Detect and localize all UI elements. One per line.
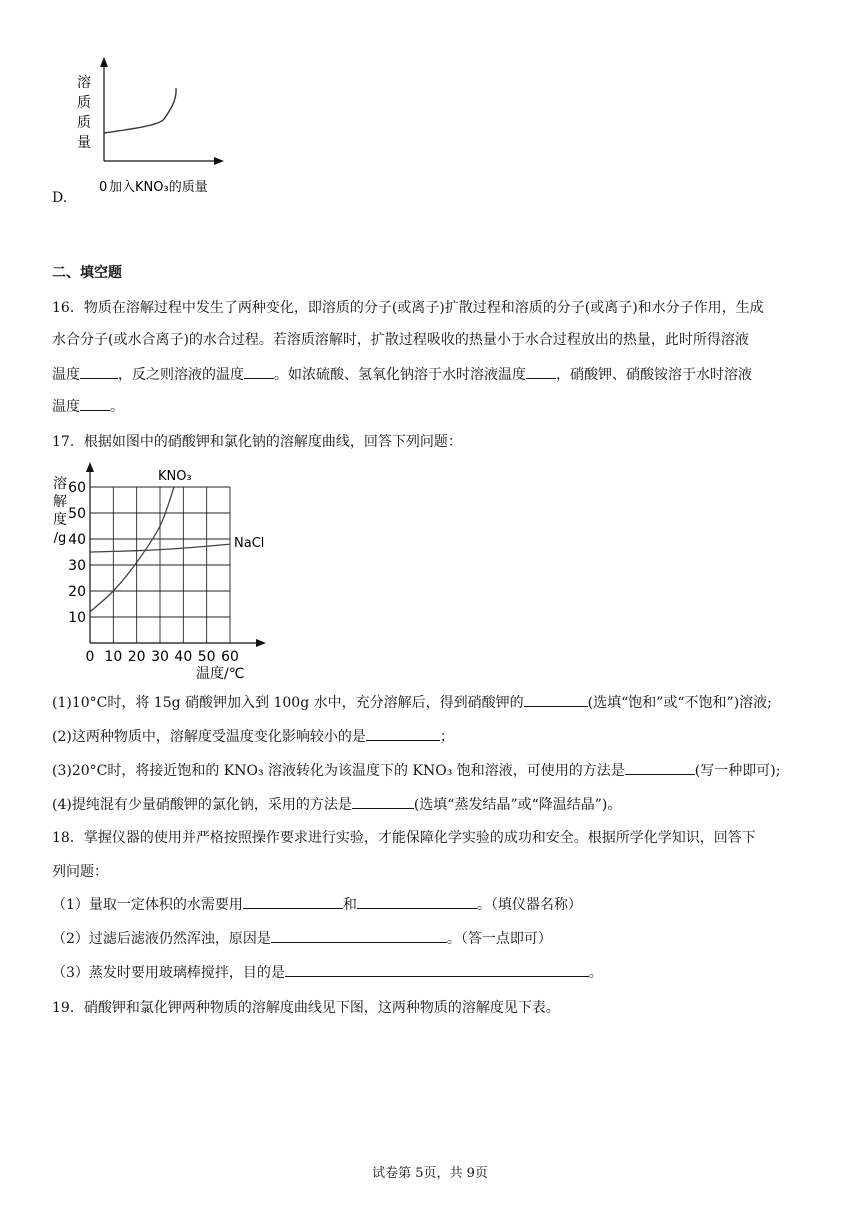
q17-blank-1[interactable] — [524, 692, 588, 707]
kno3-series-label: KNO₃ — [158, 469, 192, 484]
q17-blank-4[interactable] — [352, 794, 414, 809]
option-d-xlabel: 加入KNO₃的质量 — [109, 180, 208, 195]
option-d-ylabel-4: 量 — [77, 135, 91, 151]
option-d-ylabel-3: 质 — [77, 115, 91, 131]
q18-text: 。（答一点即可） — [446, 931, 552, 947]
q18-blank-2[interactable] — [357, 894, 477, 909]
q17-sub3 — [52, 760, 780, 781]
q18-text: 。 — [588, 965, 603, 981]
section-title: 二、填空题 — [52, 265, 122, 281]
q18-sub3 — [52, 962, 603, 983]
y-tick-label: 60 — [68, 480, 86, 496]
y-tick-labels — [68, 480, 86, 626]
option-d-origin: 0 — [99, 180, 108, 195]
q18-line2: 列问题： — [52, 864, 108, 880]
q16-text: 温度 — [52, 399, 80, 415]
chart-ylabel-2: 解 — [53, 494, 67, 510]
option-d-ylabel-1: 溶 — [77, 75, 91, 91]
x-tick-label: 30 — [151, 649, 169, 665]
q17-blank-3[interactable] — [625, 760, 695, 775]
q16-blank-3[interactable] — [526, 364, 556, 379]
q16-text: 。 — [110, 399, 124, 415]
q17-text: (选填“饱和”或“不饱和”)溶液; — [587, 695, 772, 711]
q18-blank-3[interactable] — [271, 928, 447, 943]
option-d-ylabel-2: 质 — [77, 95, 91, 111]
q18-text: （1）量取一定体积的水需要用 — [52, 897, 243, 913]
q17-sub1 — [52, 692, 772, 713]
q18-text: （2）过滤后滤液仍然浑浊，原因是 — [52, 931, 271, 947]
x-tick-label: 60 — [221, 649, 239, 665]
q18-blank-1[interactable] — [243, 894, 343, 909]
q18-text: 。（填仪器名称） — [476, 897, 582, 913]
q19-stem: 19．硝酸钾和氯化钾两种物质的溶解度曲线见下图，这两种物质的溶解度见下表。 — [52, 1000, 560, 1016]
q16-text: 温度 — [52, 367, 80, 383]
chart-xlabel: 温度/℃ — [196, 666, 245, 682]
q16-line2: 水合分子(或水合离子)的水合过程。若溶质溶解时，扩散过程吸收的热量小于水合过程放出的热量，此时所得溶液 — [52, 332, 749, 348]
q16-line4 — [52, 396, 124, 417]
q16-text: ，硝酸钾、硝酸铵溶于水时溶液 — [556, 367, 752, 383]
q18-sub1 — [52, 894, 582, 915]
x-tick-label: 20 — [127, 649, 146, 665]
q17-blank-2[interactable] — [366, 726, 440, 741]
option-d-x-arrow — [214, 157, 224, 165]
chart-grid — [90, 487, 230, 643]
q17-text: (1)10°C时，将 15g 硝酸钾加入到 100g 水中，充分溶解后，得到硝酸钾的 — [52, 695, 524, 711]
x-tick-label: 0 — [85, 649, 95, 665]
x-tick-label: 50 — [197, 649, 216, 665]
q18-sub2 — [52, 928, 552, 949]
q17-text: (3)20°C时，将接近饱和的 KNO₃ 溶液转化为该温度下的 KNO₃ 饱和溶液，可使用的方法是 — [52, 763, 625, 779]
y-tick-label: 10 — [68, 610, 86, 626]
x-tick-labels — [86, 649, 239, 665]
option-d-y-arrow — [100, 57, 108, 67]
q18-text: 和 — [342, 897, 357, 913]
y-tick-label: 50 — [68, 506, 86, 522]
q16-blank-4[interactable] — [80, 396, 110, 411]
x-tick-label: 40 — [174, 649, 193, 665]
y-tick-label: 20 — [68, 584, 86, 600]
q17-text: (写一种即可); — [694, 763, 781, 779]
solubility-chart — [48, 460, 298, 684]
q17-stem: 17．根据如图中的硝酸钾和氯化钠的溶解度曲线，回答下列问题： — [52, 434, 462, 450]
chart-x-arrow — [256, 639, 266, 647]
q16-text: 。如浓硫酸、氢氧化钠溶于水时溶液温度 — [274, 367, 526, 383]
option-d-chart — [70, 55, 240, 200]
q18-line1: 18．掌握仪器的使用并严格按照操作要求进行实验，才能保障化学实验的成功和安全。根据所学化学知识，回答下 — [52, 830, 756, 846]
q17-sub4 — [52, 794, 621, 815]
q17-sub2 — [52, 726, 454, 747]
q16-line1: 16．物质在溶解过程中发生了两种变化，即溶质的分子(或离子)扩散过程和溶质的分子(或离子)和水分子作用，生成 — [52, 300, 764, 316]
q17-text: (选填“蒸发结晶”或“降温结晶”)。 — [413, 797, 622, 813]
y-tick-label: 30 — [68, 558, 86, 574]
q17-text: (4)提纯混有少量硝酸钾的氯化钠，采用的方法是 — [52, 797, 352, 813]
chart-ylabel-3: 度 — [53, 512, 67, 528]
q16-blank-2[interactable] — [244, 364, 274, 379]
q18-blank-4[interactable] — [285, 962, 589, 977]
option-d-curve — [104, 88, 176, 133]
chart-y-arrow — [86, 462, 94, 472]
q16-line3 — [52, 364, 752, 385]
q17-text: ； — [439, 729, 454, 745]
q18-text: （3）蒸发时要用玻璃棒搅拌，目的是 — [52, 965, 285, 981]
y-tick-label: 40 — [68, 532, 86, 548]
q16-blank-1[interactable] — [80, 364, 118, 379]
nacl-series-label: NaCl — [234, 536, 265, 551]
option-d-label: D. — [52, 190, 68, 206]
x-tick-label: 10 — [104, 649, 123, 665]
chart-ylabel-4: /g — [53, 531, 67, 546]
q17-text: (2)这两种物质中，溶解度受温度变化影响较小的是 — [52, 729, 366, 745]
chart-ylabel-1: 溶 — [53, 476, 67, 492]
page-footer: 试卷第 5页，共 9页 — [372, 1166, 488, 1181]
q16-text: ，反之则溶液的温度 — [118, 367, 244, 383]
